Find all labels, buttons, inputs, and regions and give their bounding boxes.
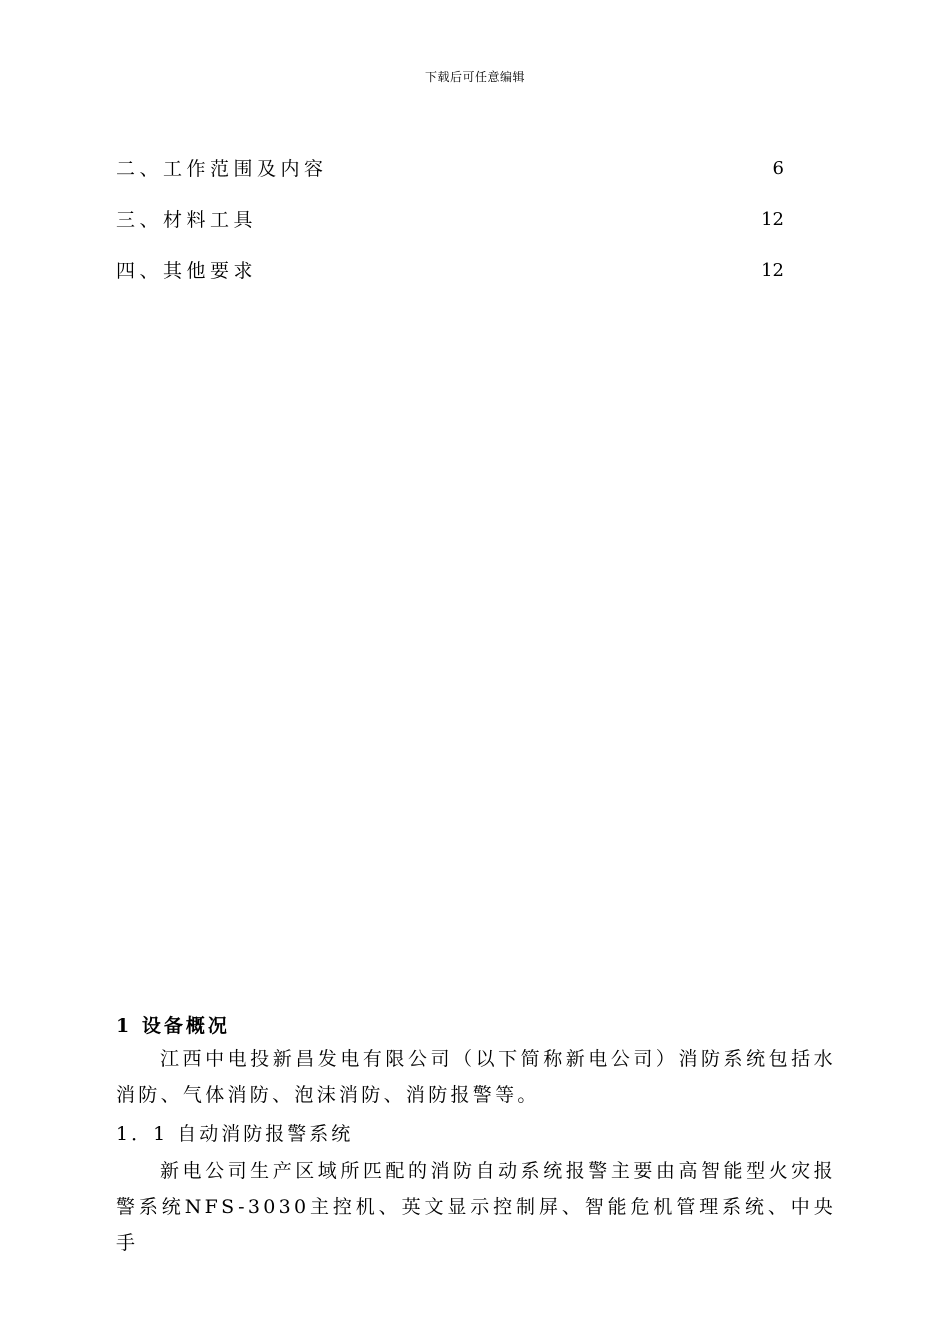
toc-title: 三、材料工具 bbox=[116, 209, 258, 231]
section-paragraph: 江西中电投新昌发电有限公司（以下简称新电公司）消防系统包括水消防、气体消防、泡沫消防、消防报警等。 bbox=[116, 1048, 836, 1106]
toc-page-number: 6 bbox=[772, 158, 784, 179]
toc-entry[interactable] bbox=[116, 257, 784, 285]
toc-page-number: 12 bbox=[761, 260, 784, 281]
section-heading: 1 设备概况 bbox=[116, 1015, 230, 1037]
toc-entry[interactable] bbox=[116, 206, 784, 234]
subsection-paragraph: 新电公司生产区域所匹配的消防自动系统报警主要由高智能型火灾报警系统NFS-3030主控机、英文显示控制屏、智能危机管理系统、中央手 bbox=[116, 1160, 836, 1254]
toc-title: 二、工作范围及内容 bbox=[116, 158, 328, 180]
toc-title: 四、其他要求 bbox=[116, 260, 258, 282]
subsection-heading: 1．1 自动消防报警系统 bbox=[116, 1123, 354, 1145]
toc-page-number: 12 bbox=[761, 209, 784, 230]
toc-entry[interactable] bbox=[116, 155, 784, 183]
header-note: 下载后可任意编辑 bbox=[424, 70, 525, 84]
